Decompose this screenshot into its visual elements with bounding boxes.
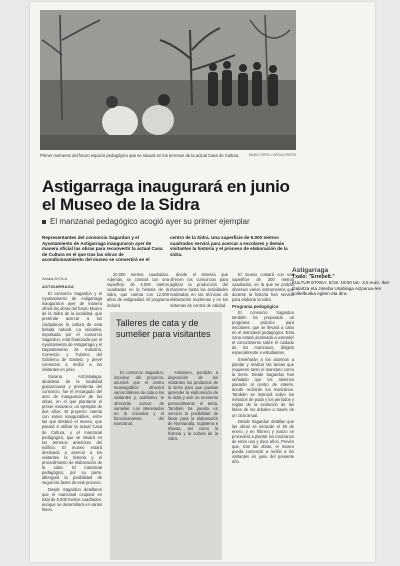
article-byline: Amaia AYOLA	[42, 276, 68, 281]
paragraph: Desde Sagardun detallan que las obras se iniciarán el 25 de enero, y en febrero y marzo se procederá a plantar los manzanos de entre uno y doce años. Prevén que, tras las obras, el museo pueda comenzar a recibir a los visitantes en junio del presente año.	[232, 418, 294, 465]
bullet-icon	[42, 220, 46, 224]
paragraph: El consorcio Sagardun y el Ayuntamiento de Astigarraga inauguraron ayer de manera oficial las obras del futuro Museo de la Sidra de la localidad, que pretende acercar a los ciudadanos la cultura de esta bebida natural. La iniciativa, impulsada por el consorcio Sagardun, está financiada por el Ayuntamiento de Astigarraga y el Departamento de Industria, Comercio y Turismo del Gobierno de Gasteiz, y prevé comenzar a recibir a los visitantes en junio.	[42, 291, 102, 373]
article-column-2	[107, 272, 169, 312]
article-headline: Astigarraga inaugurará en junio el Museo de la Sidra	[42, 177, 290, 214]
notice-details: KULTUR ETXEA. 8/18. 19:00 tan. 3,5 euro. Iker Galartza eta Joseba Usabiaga Aizpurua-ren soiltelbuska egiten eta dira.	[292, 280, 390, 297]
sidebar-column-2	[168, 370, 218, 556]
sidebar-column-1	[114, 370, 164, 556]
event-notice	[292, 268, 396, 312]
sidebar-title: Talleres de cata y de sumelier para visitantes	[116, 318, 211, 339]
article-column-3	[170, 272, 228, 312]
article-column-4	[232, 272, 294, 560]
paragraph: desde el sistema que ofrecen los consorcios para agilizar la producción del manzano hasta las actividades realizadas en las técnicas de elaboración modernas y en los sistemas de control de calidad.	[170, 272, 228, 308]
subhead-text: El manzanal pedagógico acogió ayer su primer ejemplar	[50, 217, 250, 226]
photo-caption-text: Primer momento del futuro espacio pedagógico que se situará en los terrenos de la actual Casa de Cultura.	[40, 153, 240, 158]
photo-credit: MARIO ERRO / ARGIA PRESS	[248, 153, 296, 157]
paragraph: Desde Sagardun detallaron que el manzanal ocupará en total de 5.000 metros cuadrados, aunque se desarrollará en varias fases.	[42, 486, 102, 512]
paragraph: El museo contará con una superficie de 300 metros cuadrados, en la que se podrán observar varios instrumentos que durante la historia han servido para elaborar la sidra.	[232, 272, 294, 303]
paragraph: 20.000 metros cuadrados. Además, se contará con una superficie de 5.000 metros cuadrados en la historia de la sidra, que cuenta con 12.000 años de antigüedad. El programa incluirá	[107, 272, 169, 308]
article-place: ASTIGARRAGA	[42, 284, 74, 289]
paragraph: El consorcio Sagardun, impulsor del proyecto, asumirá que el centro museográfico ofrecerá varios talleres de cata a los visitantes y, asimismo, te ofrecerán cursos de sumelier. Los interesados en la iniciativa y el funcionamiento del manzanal.	[114, 370, 164, 426]
paragraph: El consorcio Sagardun también ha preparado un programa práctico para escolares, que se llevará a cabo en el manzanal pedagógico. Esta zona estará destinada a extender el conocimiento sobre el cuidado de los manzanos, dirigido especialmente a estudiantes.	[232, 309, 294, 356]
article-lead: Representantes del consorcio Sagardun y el Ayuntamiento de Astigarraga inauguraron ayer de manera oficial las obras para reconvertir la actual Casa de Cultura en el que tras las obras de acondicionamiento del museo se convertirá en el centro de la Sidra. Una superficie de 5.000 metros cuadrados servirá para acercar a escolares y demás visitantes la historia y el proceso de elaboración de la sidra.	[42, 235, 288, 263]
notice-title: Astigarraga	[292, 267, 329, 274]
paragraph: Susana Arrizabalaga, alcaldesa de la localidad guipuzcoana y presidenta del consorcio, fue el encargado del acto de inauguración de las obras, en el que plantaron el primer manzano, un ejemplar de dos años. El proyecto cuenta con varios inaugurables, entre las que destacó el museo, que pasará a utilizar la actual Casa de Cultura, y el manzanal pedagógico, que se situará en los terrenos anteriores del edificio. El museo estará destinado a acercar a los visitantes la historia y el procedimiento de elaboración de la sidra. El manzanal pedagógico, por su parte, albergará la posibilidad de seguir las fases de este proceso.	[42, 373, 102, 486]
sidebar-box	[110, 312, 222, 560]
photo-illustration	[40, 10, 296, 150]
article-photo	[40, 10, 296, 150]
photo-caption	[40, 153, 296, 163]
paragraph: Enseñarán a los alumnos a plantar y realizar las tareas que requieren tanto el manzano como la tierra. Desde Sagardun han señalado que los alumnos pasarán al centro de interés, donde recibirán los manzanos. También se instruirá sobre los métodos de poda y los períodos y reglas de la evolución de las fases de los árboles a través de un ciclo anual.	[232, 356, 294, 418]
paragraph: Asimismo, pondrán a disposición de los visitantes los productos de la tierra para que puedan aprender la elaboración de la sidra y vivir un momento personalmente el tema. También ha puesto en servicio la posibilidad de llevar para la elaboración de Normandía, Inglaterra e Irlanda, así como la historia y la cultura de la sidra.	[168, 370, 218, 442]
article-subhead	[42, 217, 302, 227]
notice-event-name: Txalo: "Errebelt."	[292, 273, 335, 280]
article-column-1	[42, 291, 102, 561]
section-heading: Programa pedagógico	[232, 303, 279, 309]
